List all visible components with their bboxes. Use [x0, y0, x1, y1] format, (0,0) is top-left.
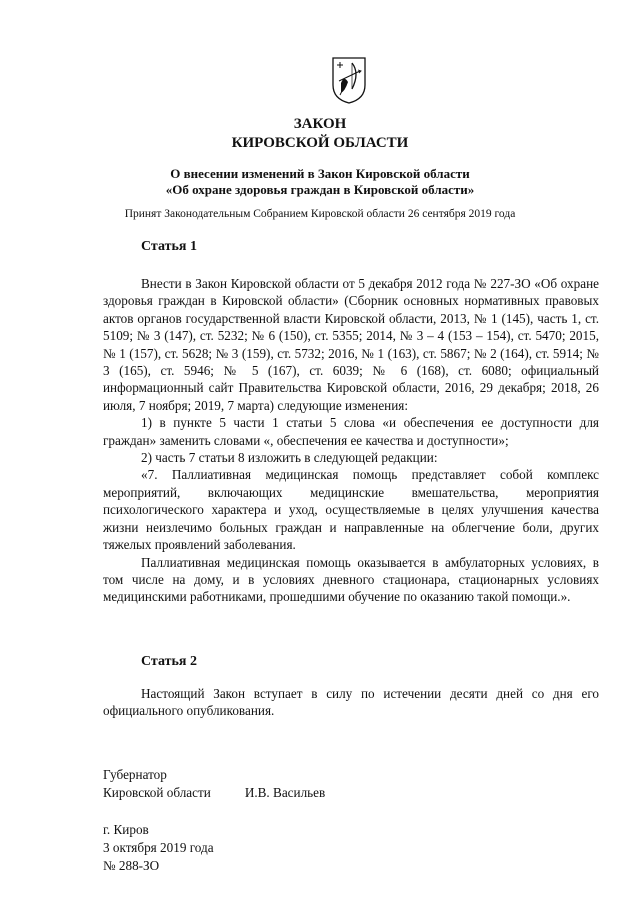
signatory-name: И.В. Васильев [244, 785, 326, 800]
coat-of-arms-icon [330, 55, 368, 105]
city: г. Киров [103, 822, 149, 837]
signature-block [103, 766, 325, 802]
article-1-paragraph: 2) часть 7 статьи 8 изложить в следующей редакции: [141, 450, 438, 466]
article-1-paragraph: 1) в пункте 5 части 1 статьи 5 слова «и обеспечения ее доступности для граждан» заменить словами «, обеспечения ее качества и доступности»; [103, 415, 599, 448]
place-date-block [103, 821, 214, 875]
adoption-note: Принят Законодательным Собранием Кировской области 26 сентября 2019 года [124, 208, 516, 220]
signing-date: 3 октября 2019 года [103, 840, 214, 855]
law-title: ЗАКОН [293, 116, 347, 132]
signatory-position-line-2: Кировской области [103, 785, 211, 800]
article-1-paragraph: Внести в Закон Кировской области от 5 декабря 2012 года № 227-ЗО «Об охране здоровья граждан в Кировской области» (Сборник основных нормативных правовых актов органов государственной власти Кировской области, 2013, № 1 (145), часть 1, ст. 5109; № 3 (147), ст. 5232; № 6 (150), ст. 5355; 2014, № 3 – 4 (153 – 154), ст. 5470; 2015, № 1 (157), ст. 5628; № 3 (159), ст. 5732; 2016, № 1 (163), ст. 5867; № 2 (164), ст. 5914; № 3 (165), ст. 5946; № 5 (167), ст. 6039; № 6 (168), ст. 6080; официальный информационный сайт Правительства Кировской области, 2016, 29 декабря; 2018, 26 июля, 7 ноября; 2019, 7 марта) следующие изменения: [103, 276, 599, 413]
article-1-body [103, 275, 599, 606]
article-1-heading: Статья 1 [141, 239, 197, 254]
article-2-heading: Статья 2 [141, 654, 197, 669]
law-number: № 288-ЗО [103, 858, 160, 873]
subject-line-2: «Об охране здоровья граждан в Кировской области» [165, 182, 475, 197]
law-subject [0, 166, 640, 198]
article-1-paragraph: Паллиативная медицинская помощь оказывается в амбулаторных условиях, в том числе на дому, и в условиях дневного стационара, стационарных условиях медицинскими работниками, прошедшими обучение по оказанию такой помощи.». [103, 554, 599, 605]
law-region: КИРОВСКОЙ ОБЛАСТИ [231, 135, 409, 151]
subject-line-1: О внесении изменений в Закон Кировской области [170, 166, 470, 181]
signatory-position-line-1: Губернатор [103, 767, 167, 782]
article-1-paragraph: «7. Паллиативная медицинская помощь представляет собой комплекс мероприятий, включающих медицинские вмешательства, мероприятия психологического характера и уход, осуществляемые в целях улучшения качества жизни неизлечимо больных граждан и направленные на облегчение боли, других тяжелых проявлений заболевания. [103, 467, 599, 553]
article-2-body [103, 685, 599, 720]
article-2-paragraph: Настоящий Закон вступает в силу по истечении десяти дней со дня его официального опубликования. [103, 686, 599, 719]
